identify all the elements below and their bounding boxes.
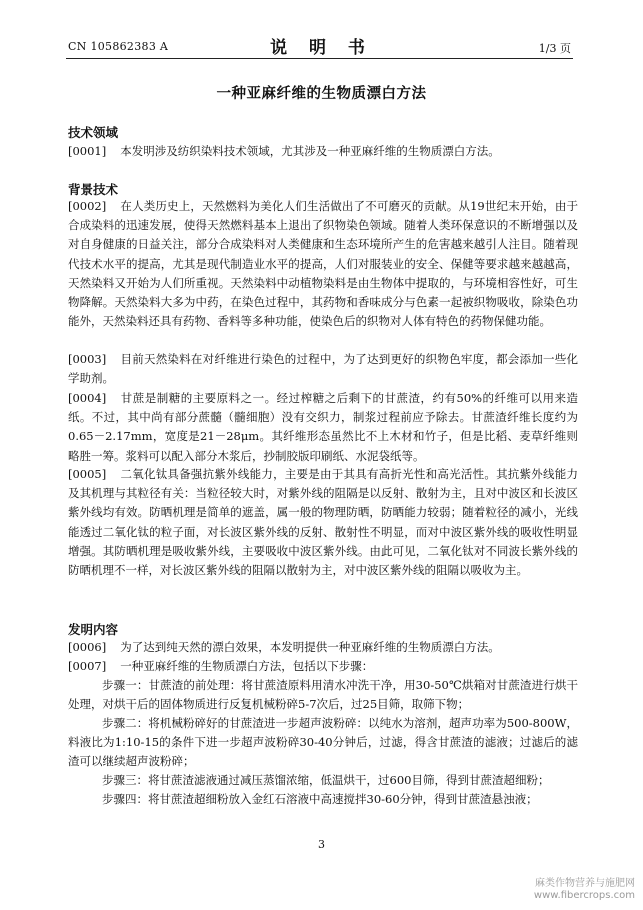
paragraph-0003 (68, 350, 578, 388)
document-type: 说 明 书 (270, 38, 373, 58)
paragraph-number: [0007] (68, 659, 107, 673)
paragraph-number: [0003] (68, 352, 107, 366)
section-heading-invention: 发明内容 (68, 622, 119, 637)
paragraph-text: 一种亚麻纤维的生物质漂白方法，包括以下步骤： (120, 659, 374, 673)
paragraph-number: [0005] (68, 467, 107, 481)
publication-number: CN 105862383 A (68, 40, 169, 53)
step-two: 步骤二：将机械粉碎好的甘蔗渣进一步超声波粉碎：以纯水为溶剂，超声功率为500-800W，料液比为1:10-15的条件下进一步超声波粉碎30-40分钟后，过滤，得含甘蔗渣的滤液；过滤后的滤渣可以继续超声波粉碎； (68, 716, 578, 769)
paragraph-0006 (68, 638, 578, 657)
paragraph-text: 本发明涉及纺织染料技术领域，尤其涉及一种亚麻纤维的生物质漂白方法。 (120, 144, 500, 158)
page-indicator: 1/3 页 (538, 42, 571, 55)
watermark-url: www.fibercrops.com (533, 890, 635, 901)
step-three: 步骤三：将甘蔗渣滤液通过减压蒸馏浓缩，低温烘干，过600目筛，得到甘蔗渣超细粉； (102, 773, 550, 787)
paragraph-0004 (68, 389, 578, 466)
paragraph-0001 (68, 142, 578, 161)
paragraph-0002 (68, 197, 578, 331)
paragraph-text: 为了达到纯天然的漂白效果，本发明提供一种亚麻纤维的生物质漂白方法。 (120, 640, 500, 654)
step-four: 步骤四：将甘蔗渣超细粉放入金红石溶液中高速搅拌30-60分钟，得到甘蔗渣悬浊液； (102, 792, 538, 806)
paragraph-text: 目前天然染料在对纤维进行染色的过程中，为了达到更好的织物色牢度，都会添加一些化学助剂。 (68, 352, 578, 386)
paragraph-number: [0006] (68, 640, 107, 654)
paragraph-0007 (68, 657, 578, 676)
paragraph-number: [0001] (68, 144, 107, 158)
watermark-site-name: 麻类作物营养与施肥网 (535, 878, 635, 889)
paragraph-text: 二氧化钛具备强抗紫外线能力，主要是由于其具有高折光性和高光活性。其抗紫外线能力及其机理与其粒径有关：当粒径较大时，对紫外线的阻隔是以反射、散射为主，且对中波区和长波区紫外线均有效。防晒机理是简单的遮盖，属一般的物理防晒，防晒能力较弱；随着粒径的减小，光线能透过二氧化钛的粒子面，对长波区紫外线的反射、散射性不明显，而对中波区紫外线的吸收性明显增强。其防晒机理是吸收紫外线，主要吸收中波区紫外线。由此可见，二氧化钛对不同波长紫外线的防晒机理不一样，对长波区紫外线的阻隔以散射为主，对中波区紫外线的阻隔以吸收为主。 (68, 467, 578, 578)
section-heading-background: 背景技术 (68, 182, 119, 197)
header-divider (66, 58, 573, 59)
paragraph-text: 甘蔗是制糖的主要原料之一。经过榨糖之后剩下的甘蔗渣，约有50%的纤维可以用来造纸。不过，其中尚有部分蔗髓（髓细胞）没有交织力，制浆过程前应予除去。甘蔗渣纤维长度约为0.65－2.17mm，宽度是21－28μm。其纤维形态虽然比不上木材和竹子，但是比稻、麦草纤维则略胜一筹。浆料可以配入部分木浆后，抄制胶版印刷纸、水泥袋纸等。 (68, 391, 578, 463)
paragraph-number: [0004] (68, 391, 107, 405)
section-heading-technical-field: 技术领域 (68, 125, 119, 140)
document-title: 一种亚麻纤维的生物质漂白方法 (216, 85, 427, 102)
step-one: 步骤一：甘蔗渣的前处理：将甘蔗渣原料用清水冲洗干净，用30-50℃烘箱对甘蔗渣进行烘干处理，对烘干后的固体物质进行反复机械粉碎5-7次后，过25目筛，取筛下物； (68, 678, 578, 712)
paragraph-0005 (68, 465, 578, 580)
paragraph-number: [0002] (68, 199, 107, 213)
page-number: 3 (318, 838, 325, 851)
paragraph-text: 在人类历史上，天然燃料为美化人们生活做出了不可磨灭的贡献。从19世纪末开始，由于合成染料的迅速发展，使得天然燃料基本上退出了织物染色领域。随着人类环保意识的不断增强以及对自身健康的日益关注，部分合成染料对人类健康和生态环境所产生的危害越来越引人注目。随着现代技术水平的提高，尤其是现代制造业水平的提高，人们对服装业的安全、保健等要求越来越越高，天然染料又开始为人们所重视。天然染料中动植物染料是由生物体中提取的，与环境相容性好，可生物降解。天然染料大多为中药，在染色过程中，其药物和香味成分与色素一起被织物吸收，除染色功能外，天然染料还具有药物、香料等多种功能，使染色后的织物对人体有特色的药物保健功能。 (68, 199, 578, 329)
watermark (534, 878, 635, 902)
